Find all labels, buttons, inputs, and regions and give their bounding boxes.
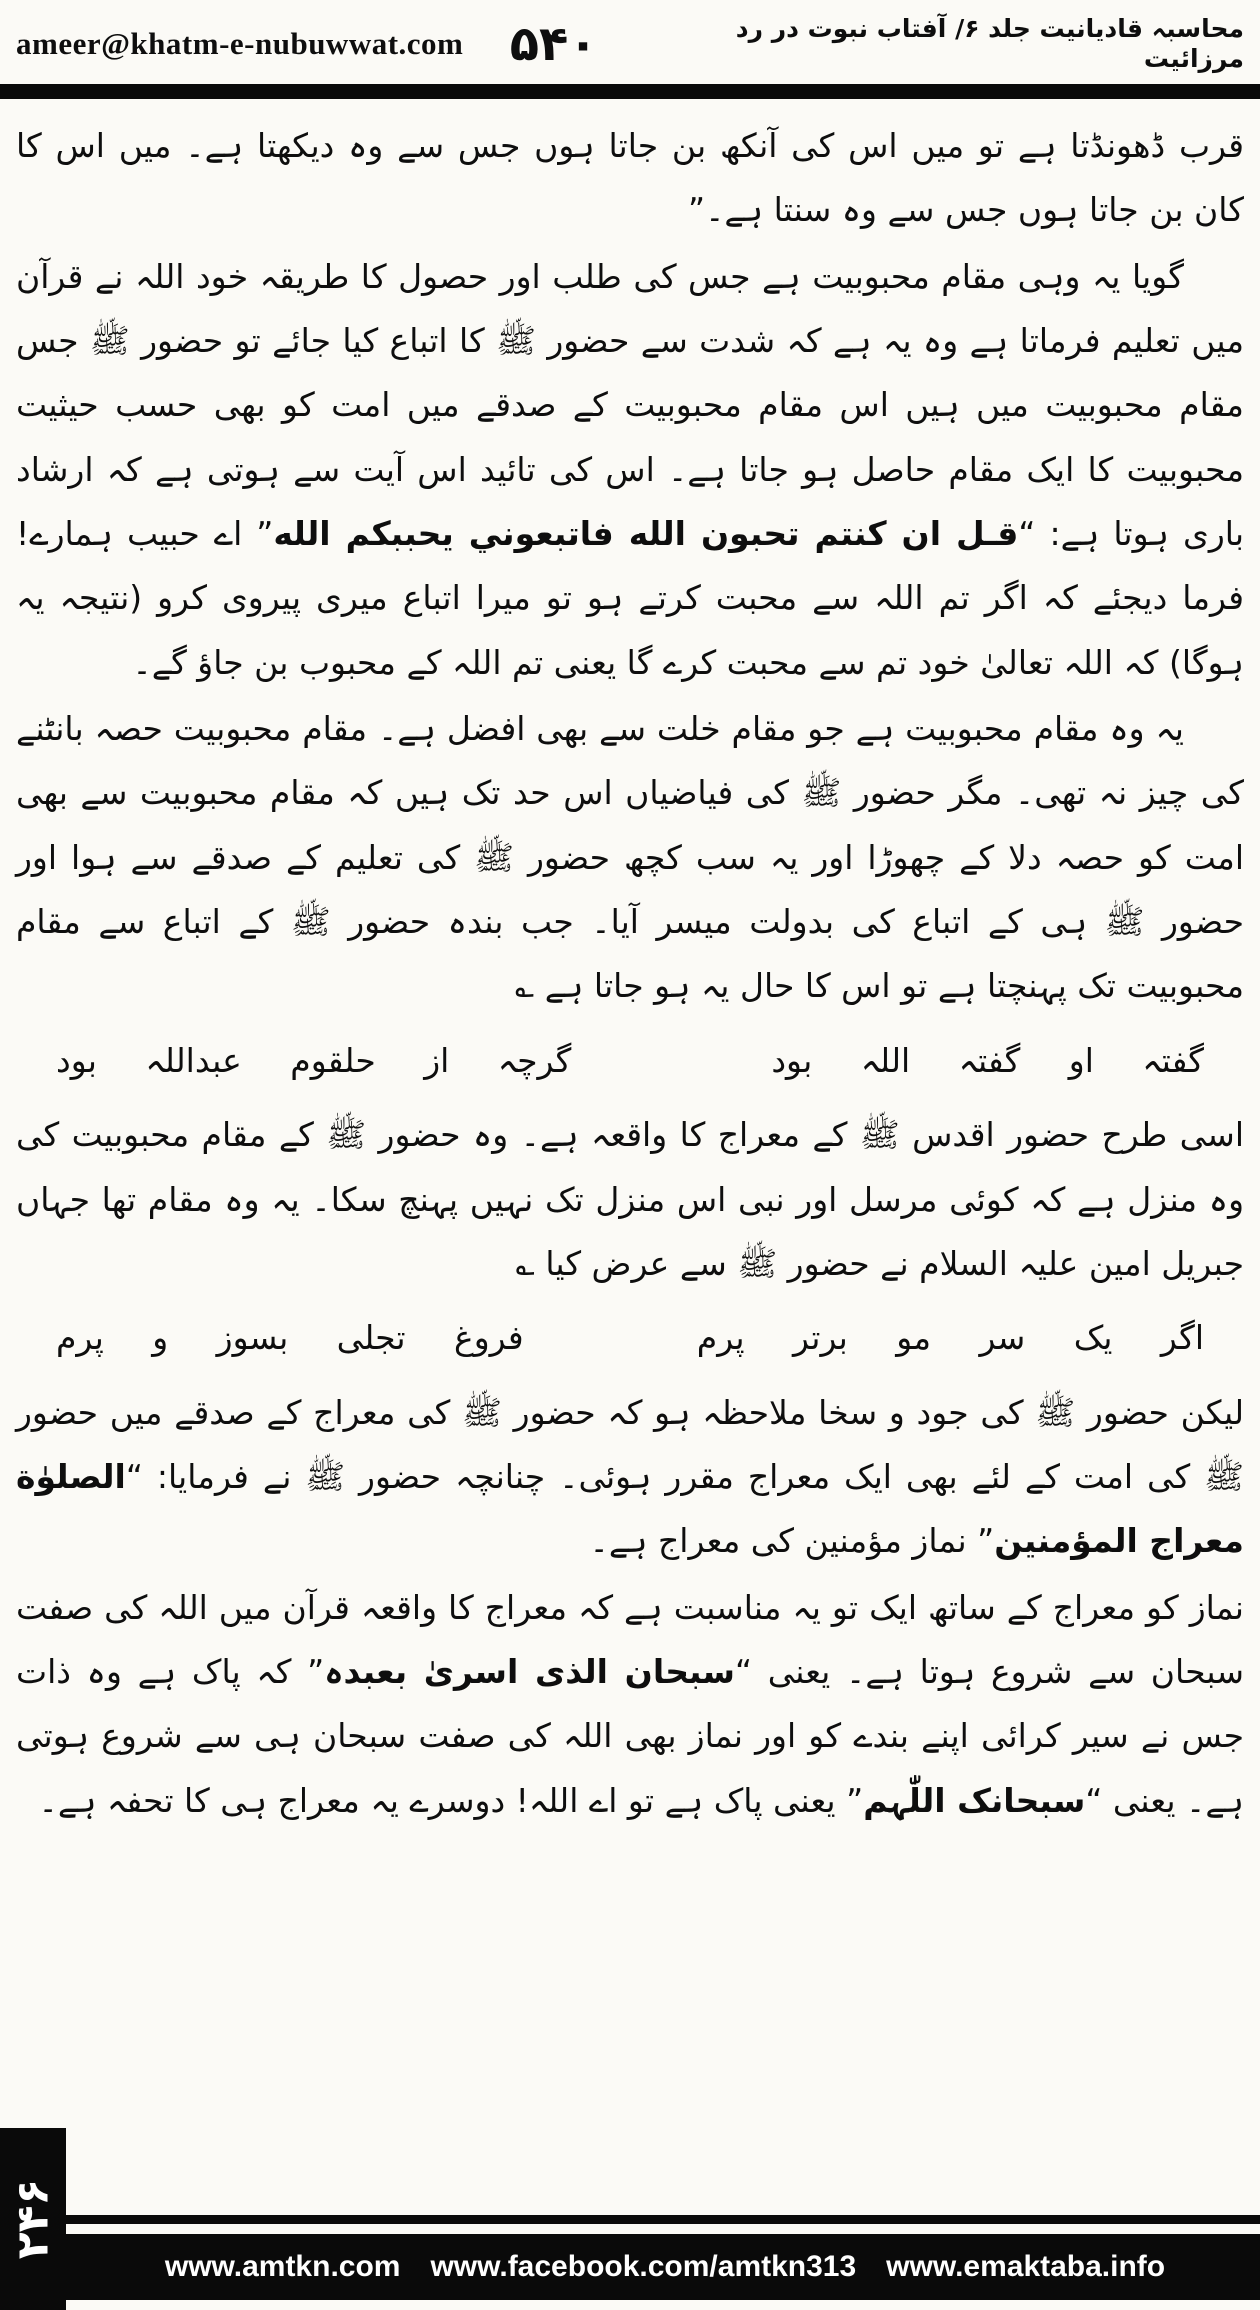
page-body xyxy=(16,114,1244,1835)
footer-link-amtkn: www.amtkn.com xyxy=(164,2250,401,2283)
side-page-number-bar xyxy=(0,2128,66,2310)
footer-link-emaktaba: www.emaktaba.info xyxy=(886,2250,1166,2283)
urdu-text: قرب ڈھونڈتا ہے تو میں اس کی آنکھ بن جاتا ہوں جس سے وہ دیکھتا ہے۔ میں اس کا کان بن جاتا ہوں جس سے وہ سنتا ہے۔” xyxy=(16,126,1244,230)
urdu-text: ” نماز مؤمنین کی معراج ہے۔ xyxy=(589,1521,995,1561)
header-email: ameer@khatm-e-nubuwwat.com xyxy=(16,26,464,61)
paragraph xyxy=(16,114,1244,243)
couplet xyxy=(16,1298,1244,1378)
footer-divider-rule xyxy=(0,2215,1260,2224)
couplet-hemistich: گفتہ او گفتہ اللہ بود xyxy=(771,1040,1204,1080)
page-header xyxy=(16,10,1244,78)
footer-link-facebook: www.facebook.com/amtkn313 xyxy=(430,2250,857,2283)
couplet-hemistich: فروغ تجلی بسوز و پرم xyxy=(56,1318,524,1358)
arabic-quote: سبحان الذی اسریٰ بعبدہ xyxy=(324,1651,735,1691)
urdu-text: گویا یہ وہی مقام محبوبیت ہے جس کی طلب اور حصول کا طریقہ خود اللہ نے قرآن میں تعلیم فرماتا ہے وہ یہ ہے کہ شدت سے حضور ﷺ کا اتباع کیا جائے تو حضور ﷺ جس مقام محبوبیت میں ہیں اس مقام محبوبیت کے صدقے میں امت کو بھی حسب حیثیت محبوبیت کا ایک مقام حاصل ہو جاتا ہے۔ اس کی تائید اس آیت سے ہوتی ہے کہ ارشاد باری ہوتا ہے: “ xyxy=(16,256,1245,554)
couplet xyxy=(16,1021,1244,1101)
urdu-text: لیکن حضور ﷺ کی جود و سخا ملاحظہ ہو کہ حضور ﷺ کی معراج کے صدقے میں حضور ﷺ کی امت کے لئے بھی ایک معراج مقرر ہوئی۔ چنانچہ حضور ﷺ نے فرمایا: “ xyxy=(16,1392,1244,1496)
arabic-quote: الصلوٰة معراج المؤمنين xyxy=(16,1456,1244,1561)
paragraph xyxy=(16,245,1244,695)
header-title: محاسبہ قادیانیت جلد ۶/ آفتاب نبوت در رد مرزائیت xyxy=(735,14,1244,73)
urdu-text: ” یعنی پاک ہے تو اے اللہ! دوسرے یہ معراج ہی کا تحفہ ہے۔ xyxy=(38,1780,864,1820)
urdu-text: یہ وہ مقام محبوبیت ہے جو مقام خلت سے بھی افضل ہے۔ مقام محبوبیت حصہ بانٹنے کی چیز نہ تھی۔ مگر حضور ﷺ کی فیاضیاں اس حد تک ہیں کہ مقام محبوبیت سے بھی امت کو حصہ دلا کے چھوڑا اور یہ سب کچھ حضور ﷺ کی تعلیم کے صدقے سے ہوا اور حضور ﷺ ہی کے اتباع کی بدولت میسر آیا۔ جب بندہ حضور ﷺ کے اتباع سے مقام محبوبیت تک پہنچتا ہے تو اس کا حال یہ ہو جاتا ہے ؎ xyxy=(16,709,1244,1006)
header-divider-rule xyxy=(0,84,1260,99)
footer-bar xyxy=(0,2234,1260,2300)
urdu-text: ” کہ پاک ہے وہ ذات جس نے سیر کرائی اپنے بندے کو اور نماز بھی اللہ کی صفت سبحان ہی سے شروع ہوتی ہے۔ یعنی “ xyxy=(16,1651,1244,1820)
header-page-number: ۵۴۰ xyxy=(509,16,598,72)
paragraph xyxy=(16,697,1244,1019)
urdu-text: نماز کو معراج کے ساتھ ایک تو یہ مناسبت ہے کہ معراج کا واقعہ قرآن میں اللہ کی صفت سبحان سے شروع ہوتا ہے۔ یعنی “ xyxy=(16,1587,1245,1691)
couplet-hemistich: گرچہ از حلقوم عبداللہ بود xyxy=(56,1040,572,1080)
side-page-number: ۲۴۶ xyxy=(7,2178,59,2260)
arabic-quote: سبحانک اللّٰہم xyxy=(863,1780,1086,1820)
couplet-hemistich: اگر یک سر مو برتر پرم xyxy=(696,1318,1204,1358)
paragraph xyxy=(16,1576,1244,1833)
arabic-quote: قـل ان كنتم تحبون الله فاتبعوني يحببكم الله xyxy=(273,514,1019,554)
urdu-text: اسی طرح حضور اقدس ﷺ کے معراج کا واقعہ ہے۔ وہ حضور ﷺ کے مقام محبوبیت کی وہ منزل ہے کہ کوئی مرسل اور نبی اس منزل تک نہیں پہنچ سکا۔ یہ وہ مقام تھا جہاں جبریل امین علیہ السلام نے حضور ﷺ سے عرض کیا ؎ xyxy=(16,1115,1244,1283)
urdu-text: ” اے حبیب ہمارے! فرما دیجئے کہ اگر تم اللہ سے محبت کرتے ہو تو میرا اتباع میری پیروی کرو (نتیجہ یہ ہوگا) کہ اللہ تعالیٰ خود تم سے محبت کرے گا یعنی تم اللہ کے محبوب بن جاؤ گے۔ xyxy=(16,514,1244,682)
paragraph xyxy=(16,1103,1244,1296)
paragraph xyxy=(16,1381,1244,1574)
